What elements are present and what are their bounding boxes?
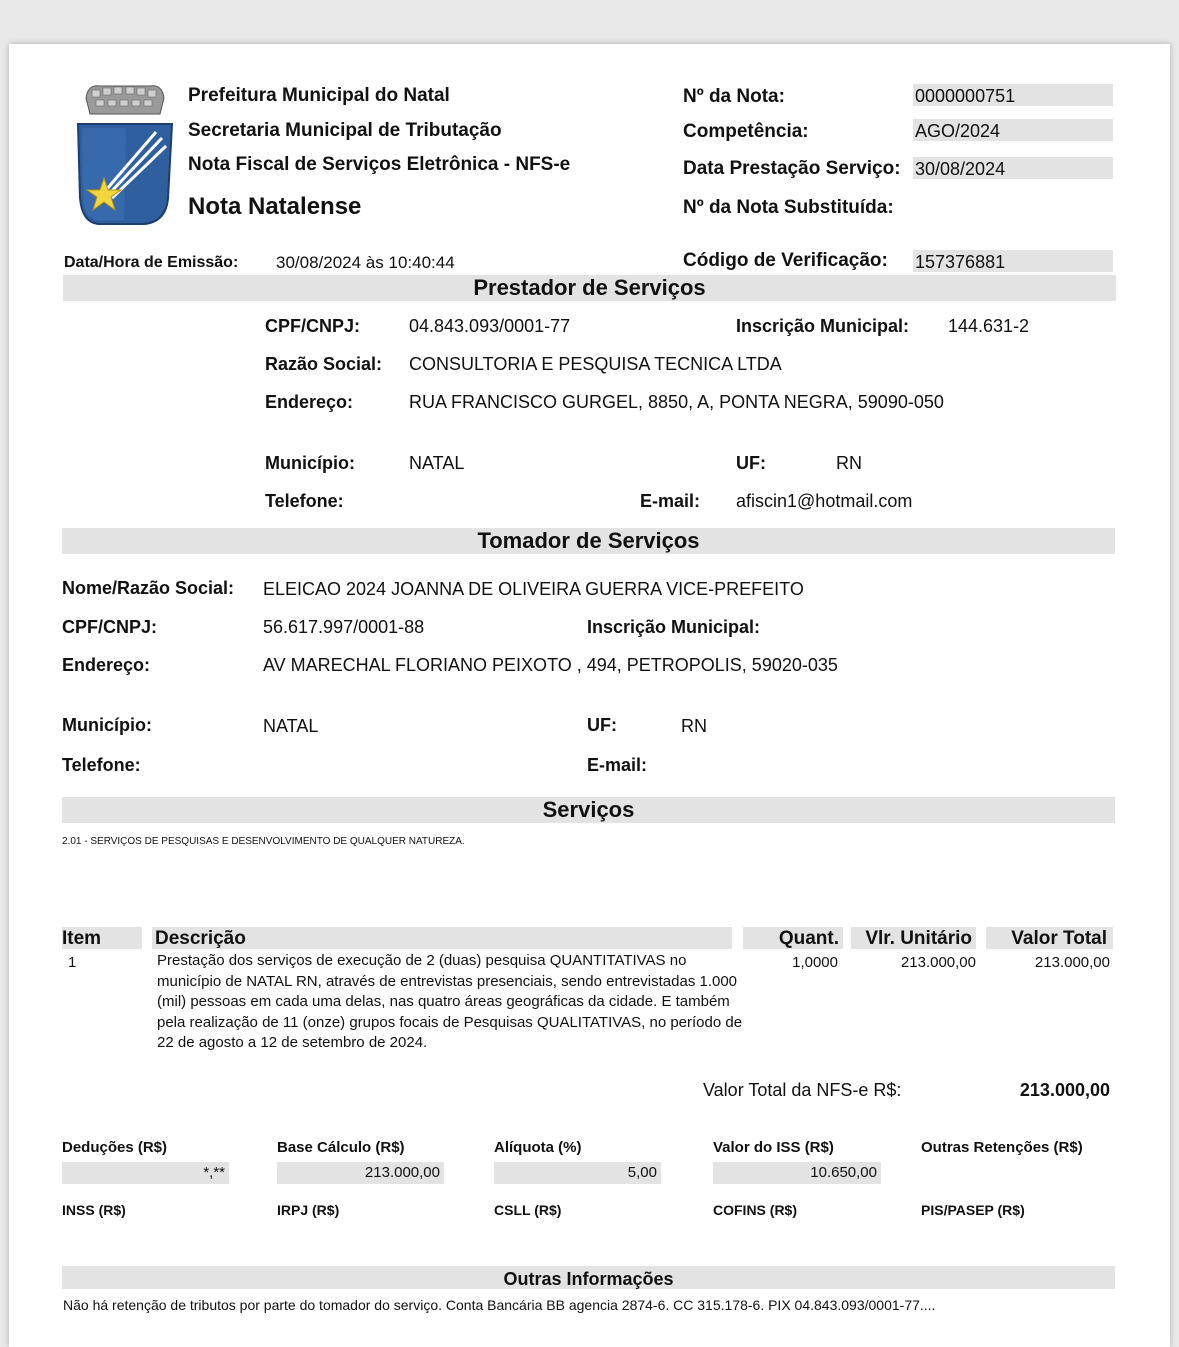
header-secretaria: Secretaria Municipal de Tributação — [188, 120, 502, 141]
prestador-municipio-label: Município: — [265, 453, 355, 473]
prestador-section-title: Prestador de Serviços — [63, 275, 1116, 301]
tomador-section-title: Tomador de Serviços — [62, 528, 1115, 554]
servico-item-number: 1 — [68, 954, 77, 971]
tomador-im-label: Inscrição Municipal: — [587, 617, 761, 637]
prestador-email-value: afiscin1@hotmail.com — [736, 491, 913, 511]
outras-info-section-title: Outras Informações — [62, 1266, 1115, 1289]
prestador-cpf-value: 04.843.093/0001-77 — [409, 316, 571, 336]
nota-substituida-label: Nº da Nota Substituída: — [683, 197, 894, 218]
tomador-municipio-label: Município: — [62, 715, 152, 735]
verificacao-label: Código de Verificação: — [683, 250, 888, 271]
base-calculo-label: Base Cálculo (R$) — [277, 1139, 405, 1156]
prestador-razao-value: CONSULTORIA E PESQUISA TECNICA LTDA — [409, 354, 782, 374]
servico-total: 213.000,00 — [1034, 954, 1110, 971]
prestador-im-label: Inscrição Municipal: — [736, 316, 910, 336]
tomador-telefone-label: Telefone: — [62, 755, 141, 775]
base-calculo-value: 213.000,00 — [277, 1162, 444, 1184]
prestador-uf-label: UF: — [736, 453, 766, 473]
header-prefeitura: Prefeitura Municipal do Natal — [188, 85, 450, 106]
tomador-nome-label: Nome/Razão Social: — [62, 578, 235, 598]
cofins-label: COFINS (R$) — [713, 1202, 797, 1218]
servicos-section-title: Serviços — [62, 797, 1115, 823]
competencia-value: AGO/2024 — [913, 119, 1113, 141]
emissao-label: Data/Hora de Emissão: — [64, 254, 239, 271]
deducoes-label: Deduções (R$) — [62, 1139, 168, 1156]
tomador-email-label: E-mail: — [587, 755, 648, 775]
irpj-label: IRPJ (R$) — [277, 1202, 340, 1218]
col-total-header: Valor Total — [986, 927, 1113, 949]
prestador-uf-value: RN — [836, 453, 862, 473]
numero-nota-value: 0000000751 — [913, 84, 1113, 106]
tomador-cpf-label: CPF/CNPJ: — [62, 617, 158, 637]
prestador-cpf-label: CPF/CNPJ: — [265, 316, 361, 336]
tomador-endereco-label: Endereço: — [62, 655, 151, 675]
data-prestacao-label: Data Prestação Serviço: — [683, 158, 901, 179]
valor-iss-value: 10.650,00 — [713, 1162, 881, 1184]
pis-pasep-label: PIS/PASEP (R$) — [921, 1202, 1025, 1218]
servico-descricao: Prestação dos serviços de execução de 2 (duas) pesquisa QUANTITATIVAS no município de NATAL RN, através de entrevistas presenciais, sendo entrevistadas 1.000 (mil) pessoas em cada uma delas, nas quatro áreas geográficas da cidade. E também pela realização de 11 (onze) grupos focais de Pesquisas QUALITATIVAS, no período de 22 de agosto a 12 de setembro de 2024. — [157, 952, 743, 1051]
header-nota-natalense: Nota Natalense — [188, 193, 362, 220]
coat-of-arms-icon — [76, 80, 174, 228]
col-quant-header: Quant. — [743, 927, 843, 949]
tomador-nome-value: ELEICAO 2024 JOANNA DE OLIVEIRA GUERRA VICE-PREFEITO — [263, 579, 804, 599]
prestador-endereco-value: RUA FRANCISCO GURGEL, 8850, A, PONTA NEGRA, 59090-050 — [409, 392, 944, 412]
valor-total-label: Valor Total da NFS-e R$: — [703, 1080, 902, 1100]
valor-iss-label: Valor do ISS (R$) — [713, 1139, 834, 1156]
aliquota-value: 5,00 — [494, 1162, 661, 1184]
competencia-label: Competência: — [683, 121, 809, 142]
valor-total-value: 213.000,00 — [1019, 1080, 1110, 1100]
tomador-municipio-value: NATAL — [263, 716, 319, 736]
emissao-value: 30/08/2024 às 10:40:44 — [276, 253, 455, 272]
prestador-razao-label: Razão Social: — [265, 354, 383, 374]
inss-label: INSS (R$) — [62, 1202, 126, 1218]
csll-label: CSLL (R$) — [494, 1202, 562, 1218]
prestador-im-value: 144.631-2 — [948, 316, 1030, 336]
prestador-municipio-value: NATAL — [409, 453, 465, 473]
numero-nota-label: Nº da Nota: — [683, 86, 785, 107]
prestador-endereco-label: Endereço: — [265, 392, 354, 412]
col-descricao-header: Descrição — [152, 927, 732, 949]
data-prestacao-value: 30/08/2024 — [913, 157, 1113, 179]
servico-quant: 1,0000 — [792, 954, 838, 971]
deducoes-value: *,** — [62, 1162, 229, 1184]
servico-codigo: 2.01 - SERVIÇOS DE PESQUISAS E DESENVOLVIMENTO DE QUALQUER NATUREZA. — [62, 836, 465, 847]
tomador-uf-value: RN — [681, 716, 707, 736]
col-item-header: Item — [62, 927, 142, 949]
tomador-endereco-value: AV MARECHAL FLORIANO PEIXOTO , 494, PETROPOLIS, 59020-035 — [263, 655, 838, 675]
header-nfse: Nota Fiscal de Serviços Eletrônica - NFS-e — [188, 154, 571, 175]
aliquota-label: Alíquota (%) — [494, 1139, 582, 1156]
tomador-cpf-value: 56.617.997/0001-88 — [263, 617, 425, 637]
outras-info-texto: Não há retenção de tributos por parte do tomador do serviço. Conta Bancária BB agencia 2874-6. CC 315.178-6. PIX 04.843.093/0001-77.... — [63, 1297, 936, 1313]
col-unitario-header: Vlr. Unitário — [851, 927, 976, 949]
tomador-uf-label: UF: — [587, 715, 617, 735]
prestador-email-label: E-mail: — [640, 491, 701, 511]
verificacao-value: 157376881 — [913, 250, 1113, 272]
outras-retencoes-label: Outras Retenções (R$) — [921, 1139, 1083, 1156]
servico-unitario: 213.000,00 — [900, 954, 976, 971]
prestador-telefone-label: Telefone: — [265, 491, 344, 511]
